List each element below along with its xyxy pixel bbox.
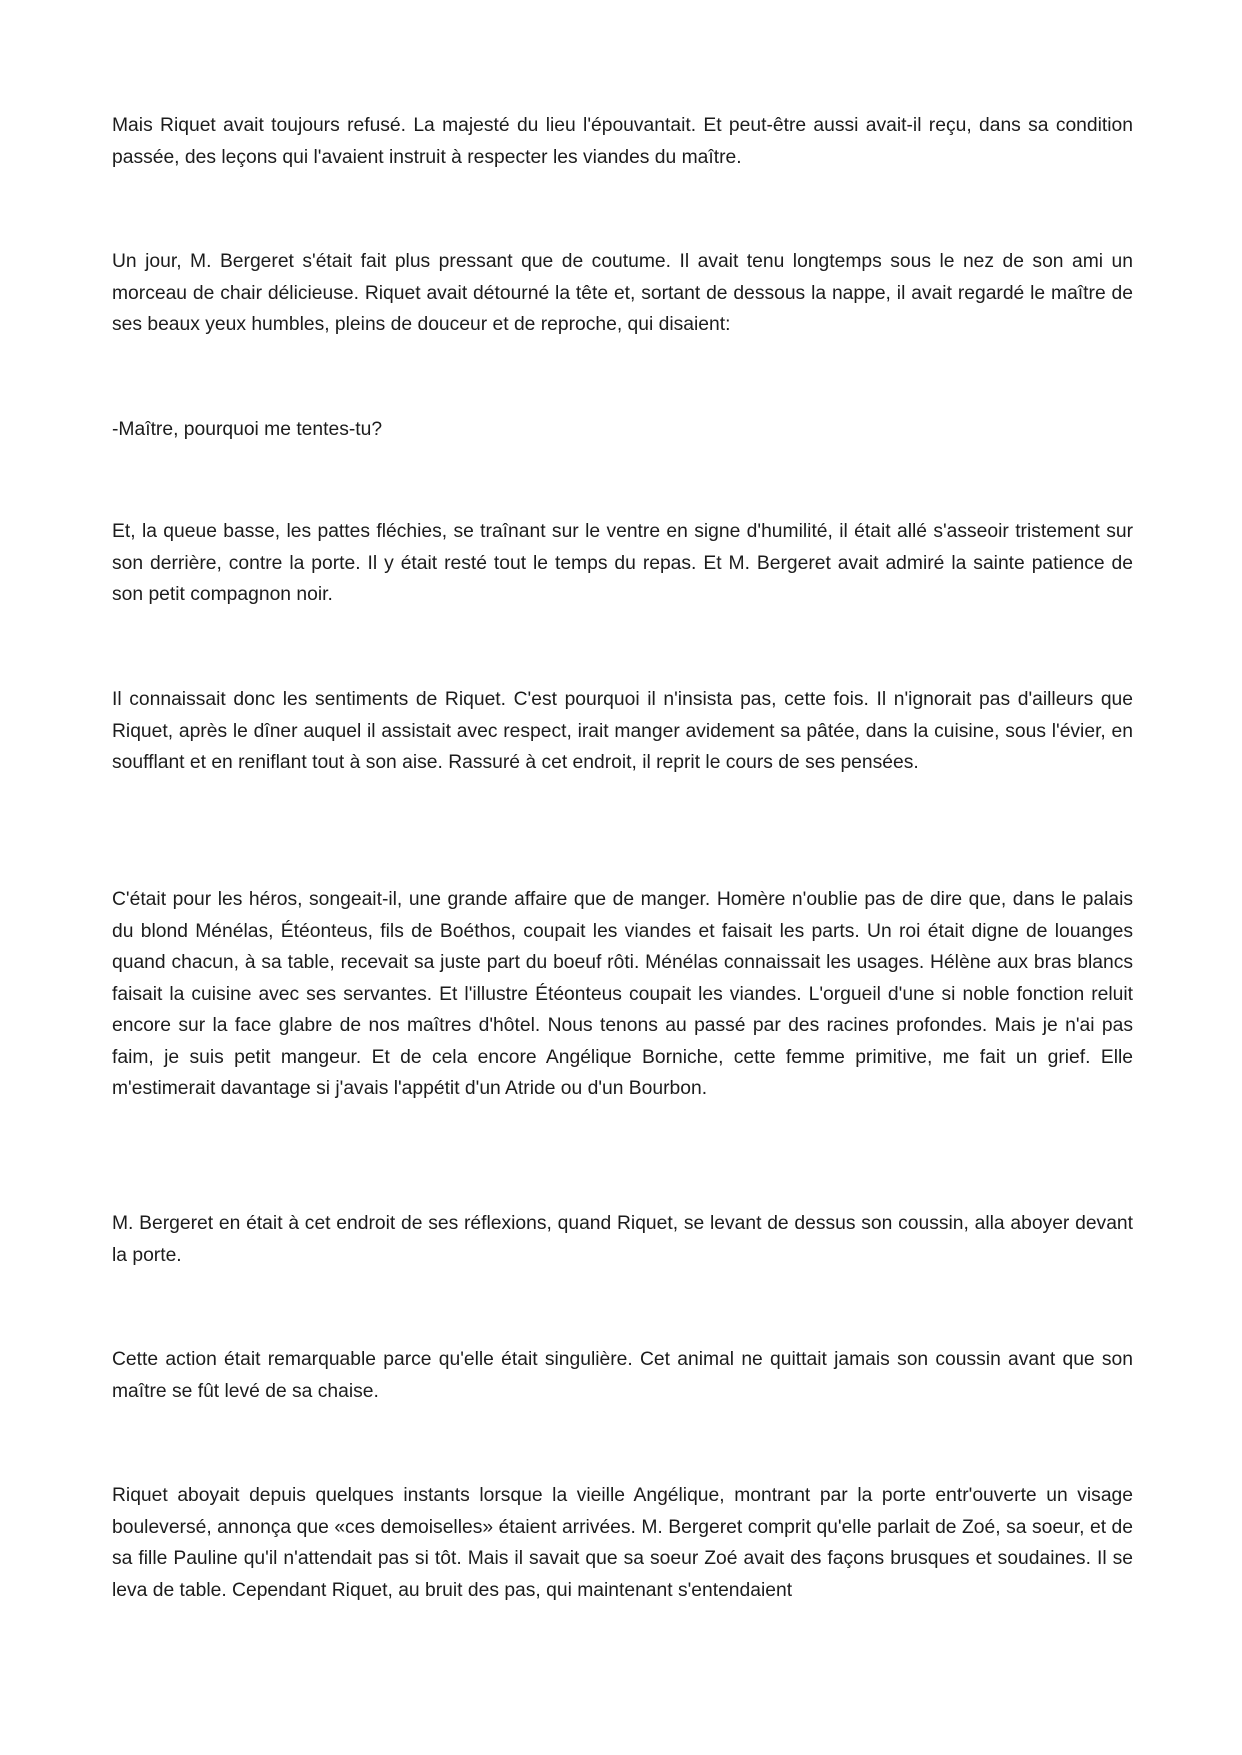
paragraph-9: Riquet aboyait depuis quelques instants lorsque la vieille Angélique, montrant par la porte entr'ouverte un visage bouleversé, annonça que «ces demoiselles» étaient arrivées. M. Bergeret comprit qu'elle parlait de Zoé, sa soeur, et de sa fille Pauline qu'il n'attendait pas si tôt. Mais il savait que sa soeur Zoé avait des façons brusques et soudaines. Il se leva de table. Cependant Riquet, au bruit des pas, qui maintenant s'entendaient: [112, 1485, 1133, 1601]
paragraph-8: Cette action était remarquable parce qu'elle était singulière. Cet animal ne quittait jamais son coussin avant que son maître se fût levé de sa chaise.: [112, 1349, 1133, 1402]
paragraph-3-dialogue: -Maître, pourquoi me tentes-tu?: [112, 419, 383, 440]
paragraph-1: Mais Riquet avait toujours refusé. La majesté du lieu l'épouvantait. Et peut-être aussi avait-il reçu, dans sa condition passée, des leçons qui l'avaient instruit à respecter les viandes du maître.: [112, 115, 1133, 168]
paragraph-6: C'était pour les héros, songeait-il, une grande affaire que de manger. Homère n'oublie pas de dire que, dans le palais du blond Ménélas, Étéonteus, fils de Boéthos, coupait les viandes et faisait les parts. Un roi était digne de louanges quand chacun, à sa table, recevait sa juste part du boeuf rôti. Ménélas connaissait les usages. Hélène aux bras blancs faisait la cuisine avec ses servantes. Et l'illustre Étéonteus coupait les viandes. L'orgueil d'une si noble fonction reluit encore sur la face glabre de nos maîtres d'hôtel. Nous tenons au passé par des racines profondes. Mais je n'ai pas faim, je suis petit mangeur. Et de cela encore Angélique Borniche, cette femme primitive, me fait un grief. Elle m'estimerait davantage si j'avais l'appétit d'un Atride ou d'un Bourbon.: [112, 889, 1133, 1099]
paragraph-7: M. Bergeret en était à cet endroit de ses réflexions, quand Riquet, se levant de dessus son coussin, alla aboyer devant la porte.: [112, 1213, 1133, 1266]
paragraph-5: Il connaissait donc les sentiments de Riquet. C'est pourquoi il n'insista pas, cette fois. Il n'ignorait pas d'ailleurs que Riquet, après le dîner auquel il assistait avec respect, irait manger avidement sa pâtée, dans la cuisine, sous l'évier, en soufflant et en reniflant tout à son aise. Rassuré à cet endroit, il reprit le cours de ses pensées.: [112, 689, 1133, 773]
paragraph-4: Et, la queue basse, les pattes fléchies, se traînant sur le ventre en signe d'humilité, il était allé s'asseoir tristement sur son derrière, contre la porte. Il y était resté tout le temps du repas. Et M. Bergeret avait admiré la sainte patience de son petit compagnon noir.: [112, 521, 1133, 605]
paragraph-2: Un jour, M. Bergeret s'était fait plus pressant que de coutume. Il avait tenu longtemps sous le nez de son ami un morceau de chair délicieuse. Riquet avait détourné la tête et, sortant de dessous la nappe, il avait regardé le maître de ses beaux yeux humbles, pleins de douceur et de reproche, qui disaient:: [112, 251, 1133, 335]
